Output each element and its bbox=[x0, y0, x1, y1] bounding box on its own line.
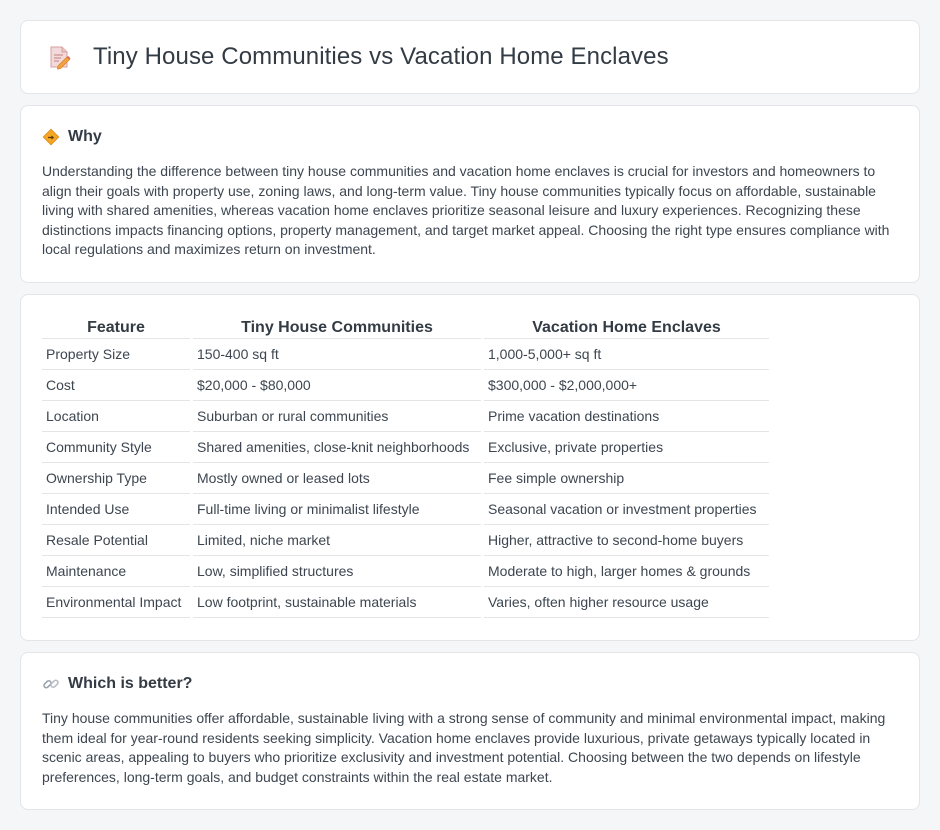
row-vacation-value: Higher, attractive to second-home buyers bbox=[484, 525, 769, 556]
row-feature: Community Style bbox=[42, 432, 190, 463]
row-feature: Intended Use bbox=[42, 494, 190, 525]
comparison-section bbox=[20, 294, 920, 641]
row-feature: Ownership Type bbox=[42, 463, 190, 494]
row-feature: Location bbox=[42, 401, 190, 432]
row-tiny-value: Low, simplified structures bbox=[193, 556, 481, 587]
table-row bbox=[42, 432, 769, 463]
better-text: Tiny house communities offer affordable, sustainable living with a strong sense of community and minimal environmental impact, making them ideal for year-round residents seeking simplicity. Vacation home enclaves provide luxurious, private getaways typically located in scenic areas, appealing to buyers who prioritize exclusivity and investment potential. Choosing between the two depends on lifestyle preferences, long-term goals, and budget constraints within the real estate market. bbox=[42, 710, 886, 785]
why-section bbox=[20, 105, 920, 283]
row-tiny-value: 150-400 sq ft bbox=[193, 339, 481, 370]
table-header-row bbox=[42, 315, 769, 339]
table-row bbox=[42, 370, 769, 401]
table-row bbox=[42, 556, 769, 587]
which-is-better-section bbox=[20, 652, 920, 810]
document-pen-icon bbox=[45, 43, 73, 71]
header-tiny-house: Tiny House Communities bbox=[193, 315, 481, 339]
table-row bbox=[42, 401, 769, 432]
better-title: Which is better? bbox=[68, 675, 193, 692]
why-heading bbox=[42, 126, 898, 148]
link-icon bbox=[42, 675, 60, 693]
comparison-table bbox=[39, 315, 772, 618]
row-vacation-value: Moderate to high, larger homes & grounds bbox=[484, 556, 769, 587]
row-tiny-value: Limited, niche market bbox=[193, 525, 481, 556]
why-title: Why bbox=[68, 128, 102, 145]
row-vacation-value: 1,000-5,000+ sq ft bbox=[484, 339, 769, 370]
table-row bbox=[42, 463, 769, 494]
header-card bbox=[20, 20, 920, 94]
better-heading bbox=[42, 673, 898, 695]
why-text: Understanding the difference between tiny house communities and vacation home enclaves is crucial for investors and homeowners to align their goals with property use, zoning laws, and long-term value. Tiny house communities typically focus on affordable, sustainable living with shared amenities, whereas vacation home enclaves prioritize seasonal leisure and luxury experiences. Recognizing these distinctions impacts financing options, property management, and target market appeal. Choosing the right type ensures compliance with local regulations and maximizes return on investment. bbox=[42, 163, 890, 258]
row-tiny-value: Mostly owned or leased lots bbox=[193, 463, 481, 494]
table-row bbox=[42, 525, 769, 556]
road-sign-icon bbox=[42, 128, 60, 146]
row-vacation-value: Fee simple ownership bbox=[484, 463, 769, 494]
row-tiny-value: Shared amenities, close-knit neighborhoods bbox=[193, 432, 481, 463]
row-vacation-value: Seasonal vacation or investment properties bbox=[484, 494, 769, 525]
row-tiny-value: Low footprint, sustainable materials bbox=[193, 587, 481, 618]
row-vacation-value: Varies, often higher resource usage bbox=[484, 587, 769, 618]
row-vacation-value: Exclusive, private properties bbox=[484, 432, 769, 463]
row-feature: Environmental Impact bbox=[42, 587, 190, 618]
row-feature: Cost bbox=[42, 370, 190, 401]
row-tiny-value: Suburban or rural communities bbox=[193, 401, 481, 432]
row-feature: Property Size bbox=[42, 339, 190, 370]
table-row bbox=[42, 339, 769, 370]
row-vacation-value: $300,000 - $2,000,000+ bbox=[484, 370, 769, 401]
row-tiny-value: $20,000 - $80,000 bbox=[193, 370, 481, 401]
row-feature: Maintenance bbox=[42, 556, 190, 587]
header-feature: Feature bbox=[42, 315, 190, 339]
table-row bbox=[42, 587, 769, 618]
table-row bbox=[42, 494, 769, 525]
header-vacation-home: Vacation Home Enclaves bbox=[484, 315, 769, 339]
page-title: Tiny House Communities vs Vacation Home Enclaves bbox=[93, 43, 669, 70]
row-tiny-value: Full-time living or minimalist lifestyle bbox=[193, 494, 481, 525]
row-vacation-value: Prime vacation destinations bbox=[484, 401, 769, 432]
row-feature: Resale Potential bbox=[42, 525, 190, 556]
